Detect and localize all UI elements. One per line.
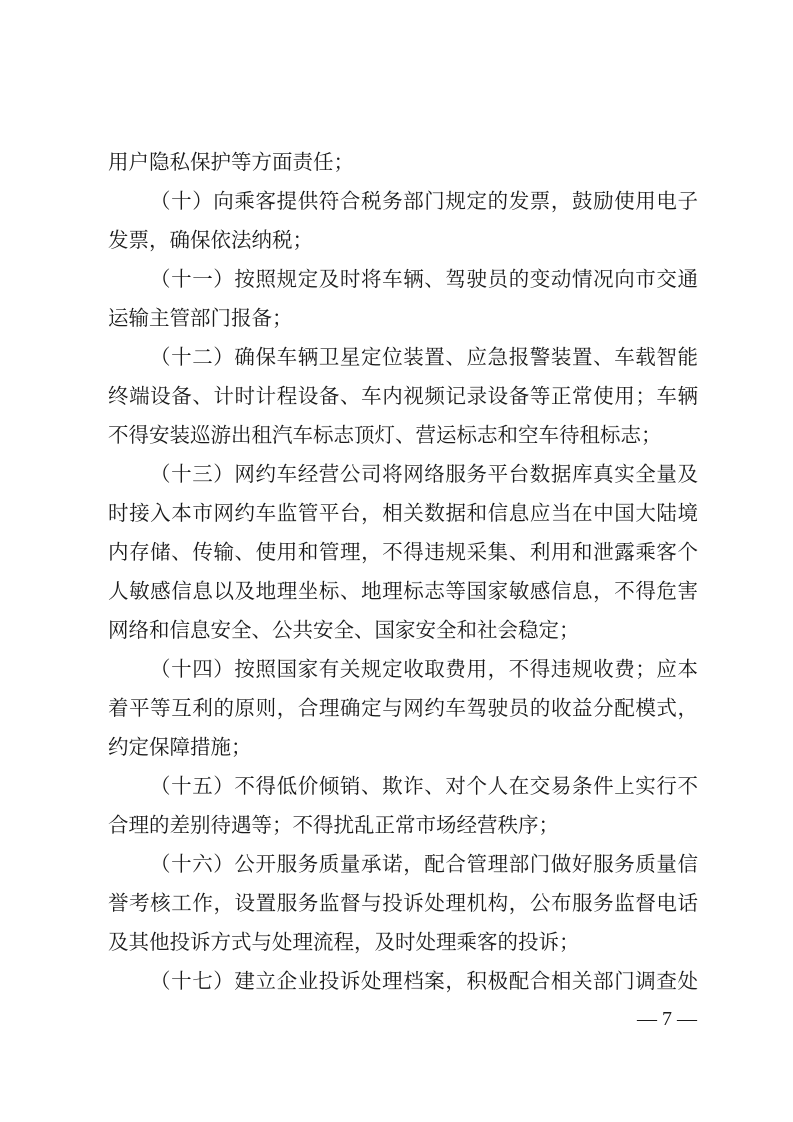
text-line: （十一）按照规定及时将车辆、驾驶员的变动情况向市交通 [150,267,698,291]
text-line: 约定保障措施； [108,735,252,759]
text-line: 终端设备、计时计程设备、车内视频记录设备等正常使用；车辆 [108,384,698,408]
page-number: — 7 — [637,1008,697,1030]
text-line: 不得安装巡游出租汽车标志顶灯、营运标志和空车待租标志； [108,423,662,447]
text-line: 内存储、传输、使用和管理，不得违规采集、利用和泄露乘客个 [108,540,698,564]
text-line: （十四）按照国家有关规定收取费用，不得违规收费；应本 [150,657,698,681]
text-line: 用户隐私保护等方面责任； [108,150,354,174]
text-line: 誉考核工作，设置服务监督与投诉处理机构，公布服务监督电话 [108,891,698,915]
text-line: 人敏感信息以及地理坐标、地理标志等国家敏感信息，不得危害 [108,579,698,603]
text-line: 着平等互利的原则，合理确定与网约车驾驶员的收益分配模式， [108,696,698,720]
text-line: 网络和信息安全、公共安全、国家安全和社会稳定； [108,618,580,642]
text-line: （十二）确保车辆卫星定位装置、应急报警装置、车载智能 [150,345,698,369]
text-line: （十三）网约车经营公司将网络服务平台数据库真实全量及 [150,462,698,486]
text-line: 及其他投诉方式与处理流程，及时处理乘客的投诉； [108,930,580,954]
text-line: 发票，确保依法纳税； [108,228,313,252]
text-line: 合理的差别待遇等；不得扰乱正常市场经营秩序； [108,813,559,837]
text-line: 时接入本市网约车监管平台，相关数据和信息应当在中国大陆境 [108,501,698,525]
body-text [108,143,698,1001]
text-line: （十七）建立企业投诉处理档案，积极配合相关部门调查处 [150,969,698,993]
text-line: 运输主管部门报备； [108,306,293,330]
text-line: （十）向乘客提供符合税务部门规定的发票，鼓励使用电子 [150,189,698,213]
text-line: （十六）公开服务质量承诺，配合管理部门做好服务质量信 [150,852,698,876]
text-line: （十五）不得低价倾销、欺诈、对个人在交易条件上实行不 [150,774,698,798]
